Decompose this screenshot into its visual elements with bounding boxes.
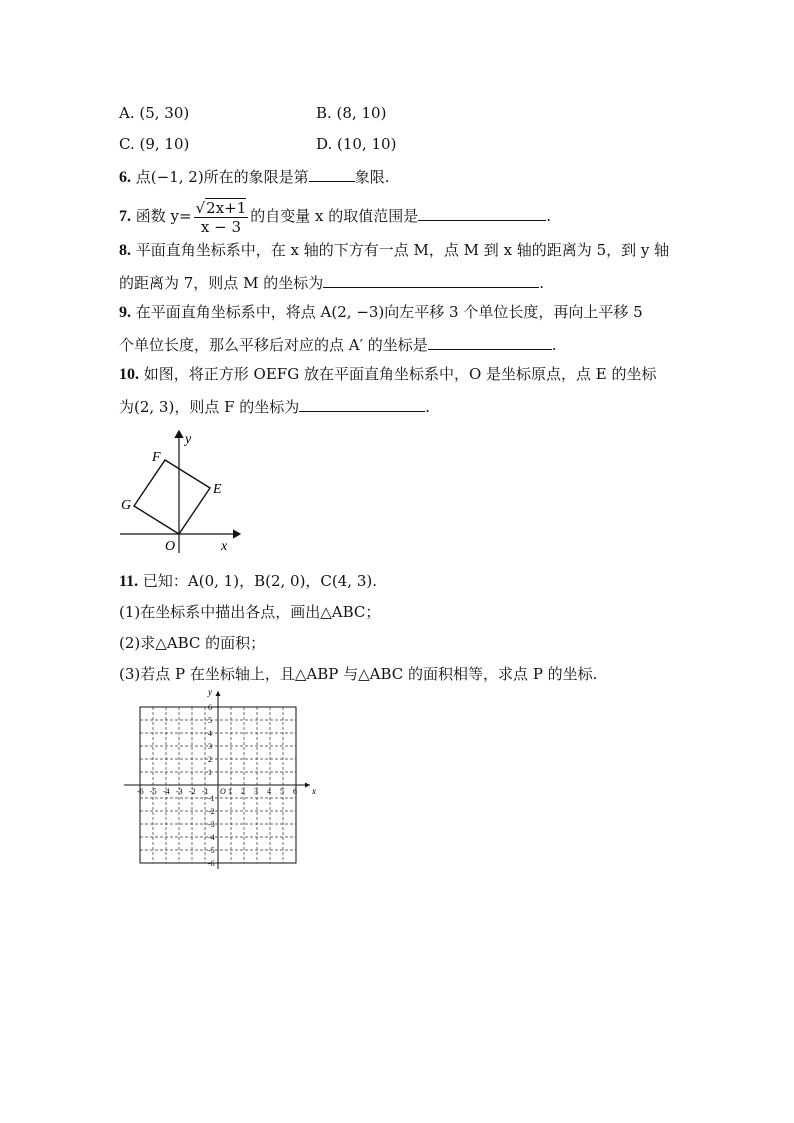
point-e-label: E bbox=[213, 482, 222, 497]
grid-origin-label: O bbox=[220, 787, 226, 796]
question-6 bbox=[119, 165, 389, 188]
grid-y-tick-label: -1 bbox=[208, 794, 215, 803]
question-text: . bbox=[551, 336, 557, 354]
grid-y-tick-label: 3 bbox=[208, 742, 212, 751]
grid-x-tick-label: -5 bbox=[150, 787, 157, 796]
question-11-part-1: (1)在坐标系中描出各点，画出△ABC； bbox=[119, 603, 381, 621]
origin-label: O bbox=[165, 539, 176, 554]
question-9-line-2 bbox=[119, 333, 557, 355]
question-number: 6. bbox=[119, 169, 131, 186]
grid-x-tick-label: 5 bbox=[280, 787, 284, 796]
square-oefg-figure bbox=[115, 425, 250, 555]
question-number: 9. bbox=[119, 304, 131, 321]
grid-x-tick-label: -6 bbox=[137, 787, 144, 796]
fraction-denominator: x − 3 bbox=[200, 217, 241, 236]
grid-x-tick-label: 3 bbox=[254, 787, 258, 796]
answer-blank[interactable] bbox=[299, 395, 425, 412]
point-f-label: F bbox=[152, 450, 161, 465]
square-oefg bbox=[134, 460, 210, 534]
question-text: 象限. bbox=[354, 168, 390, 186]
answer-blank[interactable] bbox=[309, 165, 355, 182]
question-9-line-1 bbox=[119, 302, 643, 323]
question-8-line-1 bbox=[119, 240, 669, 261]
sqrt-sign: √ bbox=[195, 198, 206, 217]
grid-y-arrow bbox=[216, 691, 221, 696]
grid-y-axis-label: y bbox=[208, 687, 212, 697]
question-8-line-2 bbox=[119, 271, 544, 293]
grid-y-tick-label: 6 bbox=[208, 703, 212, 712]
question-11-part-2: (2)求△ABC 的面积； bbox=[119, 634, 266, 652]
question-text: 如图，将正方形 OEFG 放在平面直角坐标系中，O 是坐标原点，点 E 的坐标 bbox=[143, 365, 657, 383]
question-text: 个单位长度，那么平移后对应的点 A′ 的坐标是 bbox=[119, 336, 428, 354]
grid-x-tick-label: -3 bbox=[176, 787, 183, 796]
question-text: . bbox=[546, 207, 552, 225]
option-d: D. (10, 10) bbox=[316, 135, 397, 153]
grid-y-tick-label: -5 bbox=[208, 846, 215, 855]
coordinate-grid bbox=[118, 685, 328, 875]
grid-x-tick-label: 2 bbox=[241, 787, 245, 796]
question-7 bbox=[119, 196, 551, 236]
x-axis-label: x bbox=[221, 539, 228, 554]
question-text: 的自变量 x 的取值范围是 bbox=[250, 207, 419, 225]
grid-x-tick-label: 1 bbox=[228, 787, 232, 796]
grid-y-tick-label: 2 bbox=[208, 755, 212, 764]
question-10-line-2 bbox=[119, 395, 430, 417]
question-number: 7. bbox=[119, 208, 131, 225]
question-text: . bbox=[425, 398, 431, 416]
question-text: . bbox=[539, 274, 544, 292]
grid-x-tick-label: -2 bbox=[189, 787, 196, 796]
question-number: 11. bbox=[119, 573, 139, 590]
grid-y-tick-label: 5 bbox=[208, 716, 212, 725]
question-text: 函数 y= bbox=[135, 207, 192, 225]
fraction-numerator: 2x+1 bbox=[206, 198, 247, 217]
option-c: C. (9, 10) bbox=[119, 135, 190, 153]
point-g-label: G bbox=[121, 498, 132, 513]
grid-x-axis-label: x bbox=[312, 786, 316, 796]
question-text: 平面直角坐标系中，在 x 轴的下方有一点 M，点 M 到 x 轴的距离为 5，到 y 轴 bbox=[135, 241, 670, 259]
answer-blank[interactable] bbox=[428, 333, 552, 350]
y-axis-label: y bbox=[185, 432, 192, 447]
question-11-part-3: (3)若点 P 在坐标轴上，且△ABP 与△ABC 的面积相等，求点 P 的坐标. bbox=[119, 665, 598, 683]
grid-y-tick-label: -4 bbox=[208, 833, 215, 842]
question-number: 10. bbox=[119, 366, 139, 383]
grid-y-tick-label: -6 bbox=[208, 859, 215, 868]
grid-x-tick-label: 6 bbox=[293, 787, 297, 796]
question-10-line-1 bbox=[119, 364, 657, 385]
answer-blank[interactable] bbox=[418, 204, 546, 221]
fraction bbox=[194, 199, 249, 236]
answer-blank[interactable] bbox=[323, 271, 539, 288]
grid-y-tick-label: 1 bbox=[208, 768, 212, 777]
grid-y-tick-label: 4 bbox=[208, 729, 212, 738]
grid-x-tick-label: -1 bbox=[202, 787, 209, 796]
grid-y-tick-label: -3 bbox=[208, 820, 215, 829]
option-a: A. (5, 30) bbox=[119, 104, 190, 122]
question-text: 已知：A(0, 1)，B(2, 0)，C(4, 3). bbox=[142, 572, 377, 590]
grid-x-tick-label: 4 bbox=[267, 787, 271, 796]
question-number: 8. bbox=[119, 242, 131, 259]
question-text: 的距离为 7，则点 M 的坐标为 bbox=[119, 274, 324, 292]
question-text: 点(−1, 2)所在的象限是第 bbox=[135, 168, 309, 186]
grid-x-tick-label: -4 bbox=[163, 787, 170, 796]
option-b: B. (8, 10) bbox=[316, 104, 387, 122]
grid-y-tick-label: -2 bbox=[208, 807, 215, 816]
question-text: 在平面直角坐标系中，将点 A(2, −3)向左平移 3 个单位长度，再向上平移 5 bbox=[135, 303, 643, 321]
question-11-stem bbox=[119, 571, 377, 592]
question-text: 为(2, 3)，则点 F 的坐标为 bbox=[119, 398, 300, 416]
grid-x-arrow bbox=[305, 783, 310, 788]
